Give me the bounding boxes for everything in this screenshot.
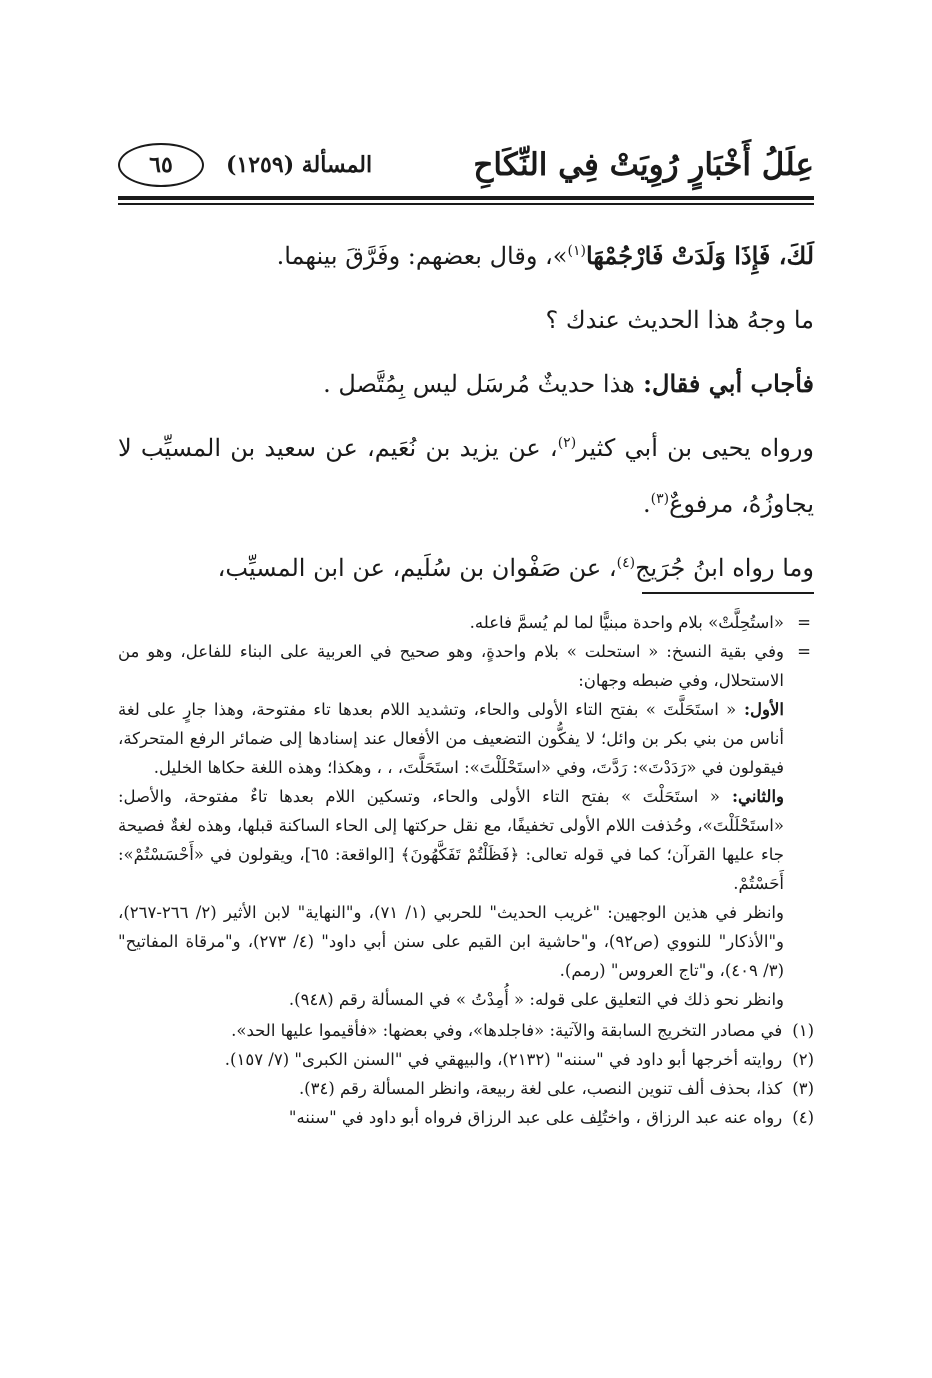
main-text xyxy=(118,228,814,596)
header-rule-thick xyxy=(118,196,814,200)
main-paragraph-4: ورواه يحيى بن أبي كثير$^{(٢)}$، عن يزيد بن نُعَيم، عن سعيد بن المسيِّب لا يجاوزُهُ، مرفوعٌ$^{(٣)}$. xyxy=(118,434,814,518)
footnote-1: (١) في مصادر التخريج السابقة والآتية: «فاجلدها»، وفي بعضها: «فأقيموا عليها الحد». xyxy=(231,1021,814,1040)
footnote-3: (٣) كذا، بحذف ألف تنوين النصب، على لغة ربيعة، وانظر المسألة رقم (٣٤). xyxy=(298,1079,814,1098)
main-paragraph-3: فأجاب أبي فقال: هذا حديثٌ مُرسَل ليس بِمُتَّصل . xyxy=(323,369,814,398)
footnote-continuation-2: = وفي بقية النسخ: « استحلت » بلام واحدةٍ، وهو صحيح في العربية على البناء للفاعل، وهو من الاستحلال، وفي ضبطه وجهان: الأول: « استَحَلَّتَ » بفتح التاء الأولى والحاء، وتشديد اللام بعدها تاء مفتوحة، وهذا جارٍ على لغة أناس من بني بكر بن وائل؛ لا يفكُّون التضعيف من الأفعال عند إسنادها إلى ضمائر الرفع المتحركة، فيقولون في «رَدَدْتَ»: رَدَّتَ، وفي «استَحْلَلْتَ»: استَحَلَّتَ، ، ، وهكذا؛ وهذه اللغة حكاها الخليل. والثاني: « استَحَلْتَ » بفتح التاء الأولى والحاء، وتسكين اللام بعدها تاءٌ مفتوحة، والأصل: «استَحْلَلْتَ»، وحُذفت اللام الأولى تخفيفًا، مع نقل حركتها إلى الحاء الساكنة قبلها، وهذه لغةٌ فصيحة جاء عليها القرآن؛ كما في قوله تعالى: ﴿فَظَلْتُمْ تَفَكَّهُونَ﴾ [الواقعة: ٦٥]، ويقولون في «أَحْسَسْتُمْ»: أَحَسْتُمْ. وانظر في هذين الوجهين: "غريب الحديث" للحربي (١/ ٧١)، و"النهاية" لابن الأثير (٢/ ٢٦٦-٢٦٧)، و"الأذكار" للنووي (ص٩٢)، و"حاشية ابن القيم على سنن أبي داود" (٤/ ٢٧٣)، و"مرقاة المفاتيح" (٣/ ٤٠٩)، و"تاج العروس" (رمم). وانظر نحو ذلك في التعليق على قوله: « أُمِدْتُ » في المسألة رقم (٩٤٨). xyxy=(118,642,811,1009)
main-paragraph-5: وما رواه ابنُ جُرَيج$^{(٤)}$، عن صَفْوان بن سُلَيم، عن ابن المسيِّب، xyxy=(217,554,814,582)
main-paragraph-2: ما وجهُ هذا الحديث عندك ؟ xyxy=(545,306,814,334)
footnote-2: (٢) روايته أخرجها أبو داود في "سننه" (٢١٣٢)، والبيهقي في "السنن الكبرى" (٧/ ١٥٧). xyxy=(224,1050,814,1069)
book-title: عِلَلُ أَخْبَارٍ رُوِيَتْ فِي النِّكَاحِ xyxy=(473,147,814,183)
footnote-4: (٤) رواه عنه عبد الرزاق ، واختُلِف على عبد الرزاق فرواه أبو داود في "سننه" xyxy=(288,1108,814,1127)
issue-label: المسألة (١٢٥٩) xyxy=(226,152,373,178)
page-number: ٦٥ xyxy=(149,152,173,178)
page-header xyxy=(118,140,814,190)
header-rule-thin xyxy=(118,203,814,205)
footnote-separator xyxy=(642,592,814,594)
page-number-badge xyxy=(118,143,204,187)
header-left-group xyxy=(118,143,372,187)
footnote-continuation-1: = «استُحِلَّتْ» بلام واحدة مبنيًّا لما لم يُسمَّ فاعله. xyxy=(469,613,811,632)
footnotes xyxy=(118,608,814,1132)
main-paragraph-1: لَكَ، فَإِذَا وَلَدَتْ فَارْجُمْهَا$^{(١)}$»، وقال بعضهم: وفَرَّقَ بينهما. xyxy=(276,241,814,270)
